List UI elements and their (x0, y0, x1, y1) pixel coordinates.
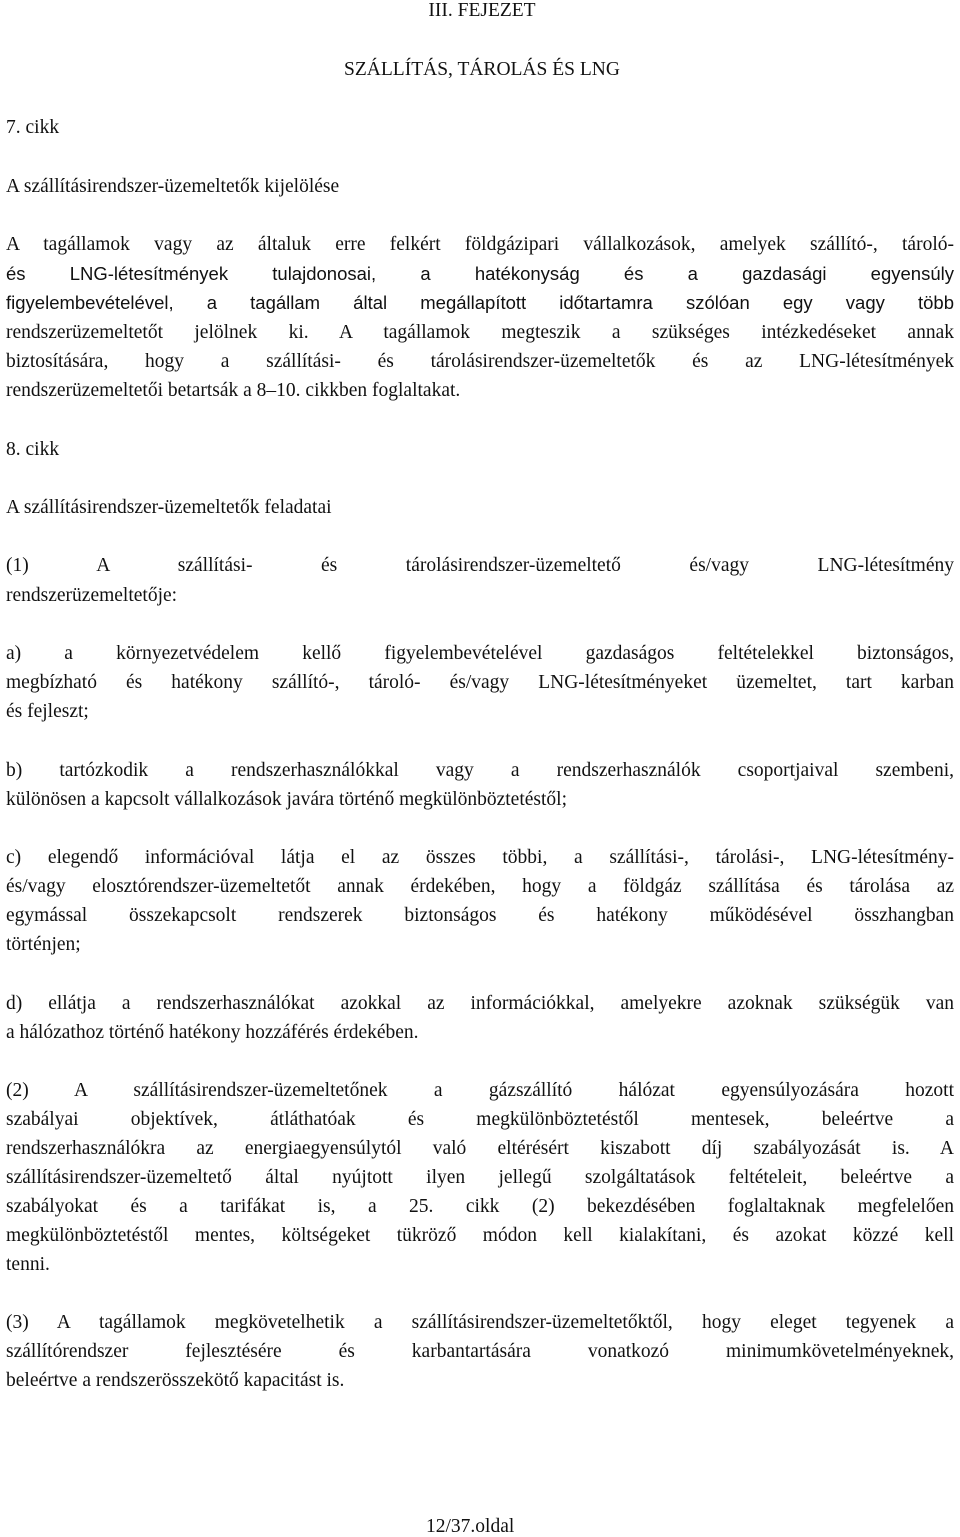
article-7-title: A szállításirendszer-üzemeltetők kijelölése (6, 176, 340, 197)
article-7-line: A tagállamok vagy az általuk erre felkért földgázipari vállalkozások, amelyek szállító-, tároló- (6, 234, 954, 255)
paragraph-1-line: rendszerüzemeltetője: (6, 585, 178, 606)
paragraph-2-line: tenni. (6, 1254, 50, 1275)
paragraph-2-line: szállításirendszer-üzemeltető által nyújtott ilyen jellegű szolgáltatások feltételeit, beleértve a (6, 1167, 954, 1188)
article-7-line: figyelembevételével, a tagállam által megállapított időtartamra szólóan egy vagy több (6, 292, 954, 313)
paragraph-3-line: beleértve a rendszerösszekötő kapacitást is. (6, 1370, 345, 1391)
paragraph-1-line: (1) A szállítási- és tárolásirendszer-üzemeltető és/vagy LNG-létesítmény (6, 555, 954, 576)
chapter-number: III. FEJEZET (428, 0, 536, 21)
paragraph-2-line: megkülönböztetéstől mentes, költségeket tükröző módon kell kialakítani, és azokat közzé kell (6, 1225, 954, 1246)
article-7-line: rendszerüzemeltetőt jelölnek ki. A tagállamok megteszik a szükséges intézkedéseket annak (6, 322, 954, 343)
item-b-line: b) tartózkodik a rendszerhasználókkal vagy a rendszerhasználók csoportjaival szembeni, (6, 760, 954, 781)
paragraph-2-line: (2) A szállításirendszer-üzemeltetőnek a gázszállító hálózat egyensúlyozására hozott (6, 1080, 954, 1101)
item-c-line: történjen; (6, 934, 81, 955)
article-8-label: 8. cikk (6, 439, 60, 460)
paragraph-3-line: szállítórendszer fejlesztésére és karbantartására vonatkozó minimumkövetelményeknek, (6, 1341, 954, 1362)
item-c-line: egymással összekapcsolt rendszerek biztonságos és hatékony működésével összhangban (6, 905, 954, 926)
paragraph-3-line: (3) A tagállamok megkövetelhetik a szállításirendszer-üzemeltetőktől, hogy eleget tegyenek a (6, 1312, 954, 1333)
article-7-line: biztosítására, hogy a szállítási- és tárolásirendszer-üzemeltetők és az LNG-létesítmények (6, 351, 954, 372)
page-number: 12/37.oldal (426, 1516, 515, 1537)
item-a-line: és fejleszt; (6, 701, 89, 722)
item-d-line: a hálózathoz történő hatékony hozzáférés érdekében. (6, 1022, 419, 1043)
paragraph-2-line: szabályokat és a tarifákat is, a 25. cikk (2) bekezdésében foglaltaknak megfelelően (6, 1196, 954, 1217)
item-a-line: megbízható és hatékony szállító-, tároló- és/vagy LNG-létesítményeket üzemeltet, tart karban (6, 672, 954, 693)
item-d-line: d) ellátja a rendszerhasználókat azokkal az információkkal, amelyekre azoknak szükségük van (6, 993, 954, 1014)
item-c-line: és/vagy elosztórendszer-üzemeltetőt annak érdekében, hogy a földgáz szállítása és tárolása az (6, 876, 954, 897)
paragraph-2-line: szabályai objektívek, átláthatóak és megkülönböztetéstől mentesek, beleértve a (6, 1109, 954, 1130)
chapter-title: SZÁLLÍTÁS, TÁROLÁS ÉS LNG (344, 59, 620, 80)
article-8-title: A szállításirendszer-üzemeltetők feladatai (6, 497, 332, 518)
article-7-label: 7. cikk (6, 117, 60, 138)
item-a-line: a) a környezetvédelem kellő figyelembevételével gazdaságos feltételekkel biztonságos, (6, 643, 954, 664)
article-7-line: rendszerüzemeltetői betartsák a 8–10. cikkben foglaltakat. (6, 380, 461, 401)
paragraph-2-line: rendszerhasználókra az energiaegyensúlytól való eltérésért kiszabott díj szabályozását is. A (6, 1138, 954, 1159)
item-c-line: c) elegendő információval látja el az összes többi, a szállítási-, tárolási-, LNG-létesítmény- (6, 847, 954, 868)
item-b-line: különösen a kapcsolt vállalkozások javára történő megkülönböztetéstől; (6, 789, 568, 810)
article-7-line: és LNG-létesítmények tulajdonosai, a hatékonyság és a gazdasági egyensúly (6, 263, 954, 284)
